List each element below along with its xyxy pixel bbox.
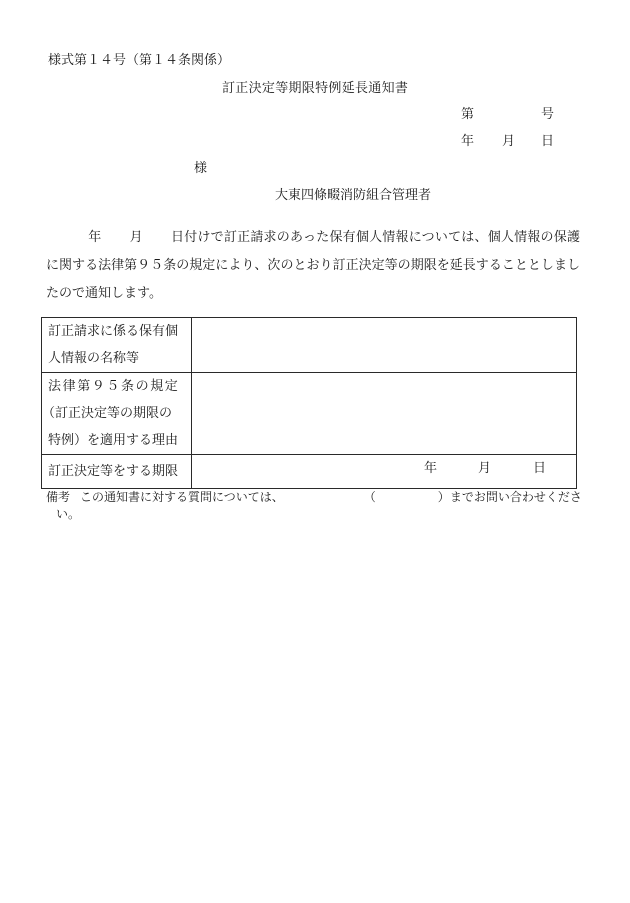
body-month: 月 [129,230,143,245]
form-number: 様式第１４号（第１４条関係） [48,53,231,68]
issue-date-day: 日 [541,134,555,149]
issue-date-month: 月 [502,134,516,149]
row-label-line: 訂正請求に係る保有個 [48,324,179,339]
row-label-line: 訂正決定等をする期限 [48,464,179,479]
deadline-month: 月 [478,461,492,476]
row-label-line: （訂正決定等の期限の [42,406,173,421]
row-label-line: 特例）を適用する理由 [48,433,179,448]
remarks-paren-open: （ [363,490,376,504]
sender-name: 大東四條畷消防組合管理者 [275,188,432,203]
deadline-date [192,461,576,477]
document-title: 訂正決定等期限特例延長通知書 [222,81,409,96]
deadline-year: 年 [424,461,438,476]
body-text: 日付けで訂正請求のあった保有個人情報については、個人情報の保護に関する法律第９５条の規定により、次のとおり訂正決定等の期限を延長することとしましたので通知します。 [46,230,580,301]
notice-body [46,224,580,308]
number-suffix: 号 [541,107,555,122]
remarks-note [46,489,586,523]
table-row [42,373,577,455]
reason-field[interactable] [192,373,577,455]
body-year: 年 [88,230,102,245]
recipient-honorific: 様 [194,161,208,176]
deadline-day: 日 [533,461,547,476]
remarks-label: 備考 [46,490,71,504]
row-label-line: 法律第９５条の規定 [48,379,180,394]
notice-detail-table [41,317,577,489]
row-label-info-name [42,318,192,373]
row-label-deadline [42,455,192,489]
deadline-field[interactable] [192,455,577,489]
remarks-text-a: この通知書に対する質問については、 [80,490,284,504]
row-label-line: 人情報の名称等 [48,351,140,366]
info-name-field[interactable] [192,318,577,373]
remarks-text-b: までお問い合わせくださ [449,490,582,504]
number-prefix: 第 [461,107,475,122]
issue-date-year: 年 [461,134,475,149]
remarks-paren-close: ） [437,490,450,504]
row-label-reason [42,373,192,455]
table-row [42,318,577,373]
table-row [42,455,577,489]
remarks-text-c: い。 [56,507,81,521]
